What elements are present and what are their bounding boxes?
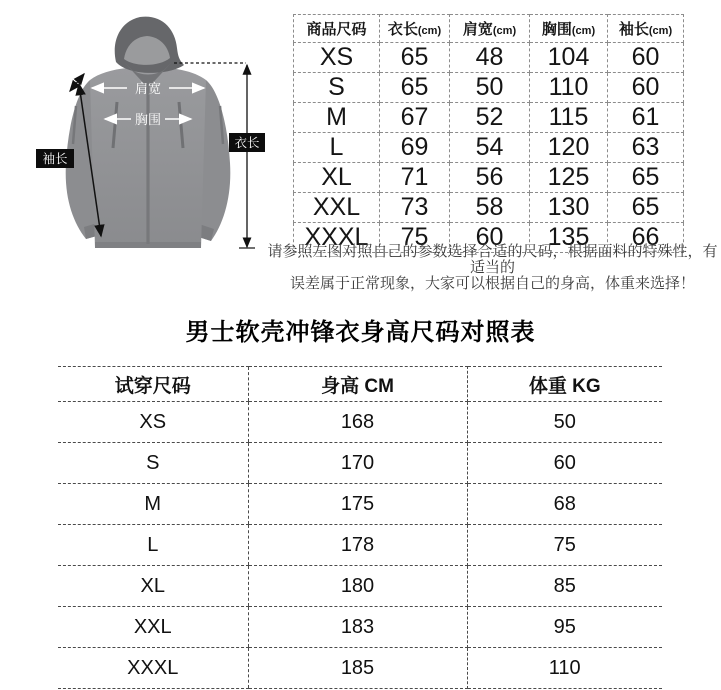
- header-product-size: 商品尺码: [294, 15, 380, 43]
- table-row: XXXL 75 60 135 66: [294, 223, 684, 253]
- table-row: XL 71 56 125 65: [294, 163, 684, 193]
- table-row: L 178 75: [58, 525, 662, 566]
- header-weight-kg: 体重 KG: [467, 367, 662, 402]
- shoulder-width-label: 肩宽: [134, 81, 162, 96]
- header-length: 衣长(cm): [380, 15, 450, 43]
- shoulder-seam-arrow: [70, 74, 84, 91]
- size-table-header-row: [294, 15, 684, 43]
- jacket-zipper: [146, 86, 149, 244]
- jacket-figure: [0, 0, 288, 278]
- header-height-cm: 身高 CM: [248, 367, 467, 402]
- sleeve-length-label: 袖长: [42, 152, 68, 166]
- header-try-size: 试穿尺码: [58, 367, 248, 402]
- height-weight-table: [58, 366, 662, 689]
- table-row: XS 65 48 104 60: [294, 43, 684, 73]
- header-chest: 胸围(cm): [530, 15, 608, 43]
- table-row: XXXL 185 110: [58, 648, 662, 689]
- table-row: M 175 68: [58, 484, 662, 525]
- chest-label: 胸围: [134, 112, 162, 127]
- table-row: L 69 54 120 63: [294, 133, 684, 163]
- product-size-table: [293, 14, 684, 253]
- height-table-header-row: [58, 367, 662, 402]
- table-row: XXL 183 95: [58, 607, 662, 648]
- length-label: 衣长: [234, 136, 260, 150]
- height-chart-title: 男士软壳冲锋衣身高尺码对照表: [185, 319, 536, 346]
- size-note: [264, 244, 721, 292]
- table-row: XS 168 50: [58, 402, 662, 443]
- header-shoulder: 肩宽(cm): [450, 15, 530, 43]
- size-note-line2: 误差属于正常现象，大家可以根据自己的身高，体重来选择！: [289, 275, 695, 292]
- table-row: S 65 50 110 60: [294, 73, 684, 103]
- table-row: M 67 52 115 61: [294, 103, 684, 133]
- table-row: XL 180 85: [58, 566, 662, 607]
- table-row: XXL 73 58 130 65: [294, 193, 684, 223]
- header-sleeve: 袖长(cm): [608, 15, 684, 43]
- size-note-line1: 请参照左图对照自己的参数选择合适的尺码，根据面料的特殊性，有适当的: [267, 243, 718, 276]
- table-row: S 170 60: [58, 443, 662, 484]
